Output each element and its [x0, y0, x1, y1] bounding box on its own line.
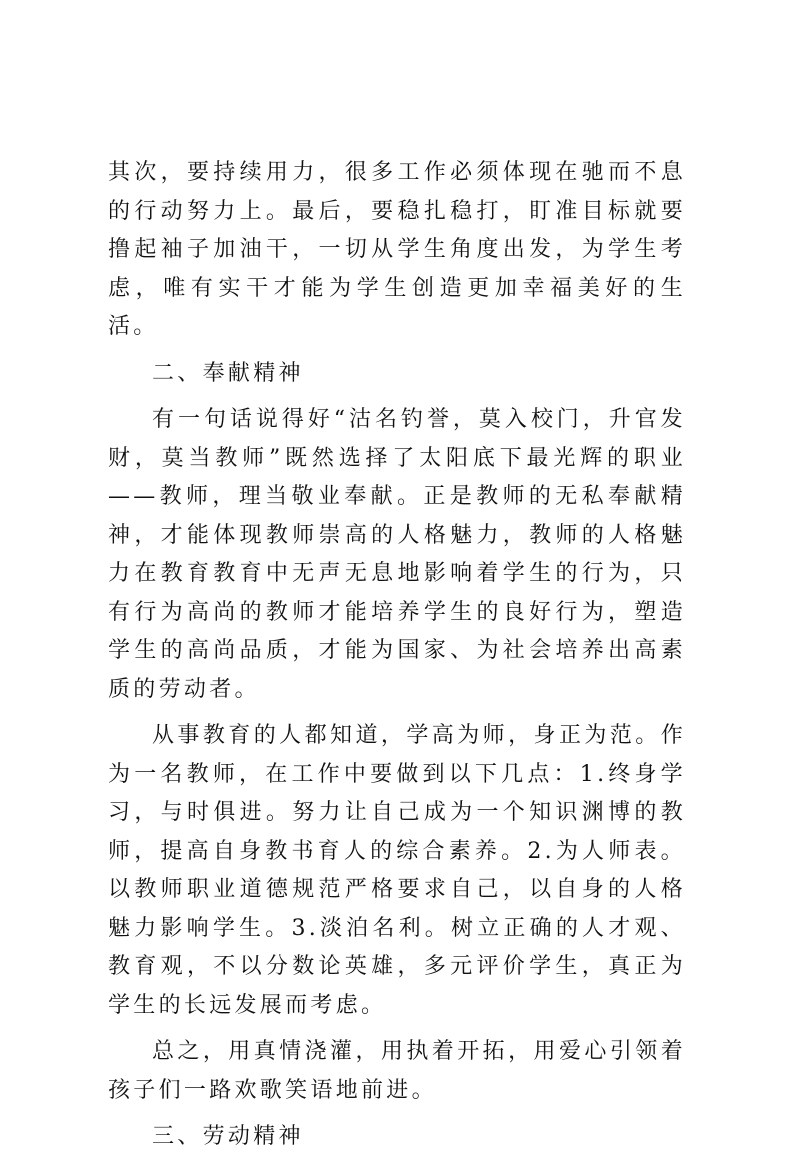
document-body — [108, 154, 686, 1165]
paragraph-dedication-quote: 有一句话说得好“沽名钓誉，莫入校门，升官发财，莫当教师”既然选择了太阳底下最光辉的职业——教师，理当敬业奉献。正是教师的无私奉献精神，才能体现教师崇高的人格魅力，教师的人格魅力在教育教育中无声无息地影响着学生的行为，只有行为高尚的教师才能培养学生的良好行为，塑造学生的高尚品质，才能为国家、为社会培养出高素质的劳动者。 — [108, 407, 686, 702]
section-heading-labor: 三、劳动精神 — [152, 1124, 304, 1149]
paragraph-conclusion: 总之，用真情浇灌，用执着开拓，用爱心引领着孩子们一路欢歌笑语地前进。 — [108, 1039, 686, 1103]
paragraph-continued: 其次，要持续用力，很多工作必须体现在驰而不息的行动努力上。最后，要稳扎稳打，盯准目标就要撸起袖子加油干，一切从学生角度出发，为学生考虑，唯有实干才能为学生创造更加幸福美好的生活。 — [108, 160, 686, 339]
paragraph-teacher-requirements: 从事教育的人都知道，学高为师，身正为范。作为一名教师，在工作中要做到以下几点：1.终身学习，与时俱进。努力让自己成为一个知识渊博的教师，提高自身教书育人的综合素养。2.为人师表。以教师职业道德规范严格要求自己，以自身的人格魅力影响学生。3.淡泊名利。树立正确的人才观、教育观，不以分数论英雄，多元评价学生，真正为学生的长远发展而考虑。 — [108, 723, 686, 1018]
section-heading-dedication: 二、奉献精神 — [152, 360, 304, 386]
